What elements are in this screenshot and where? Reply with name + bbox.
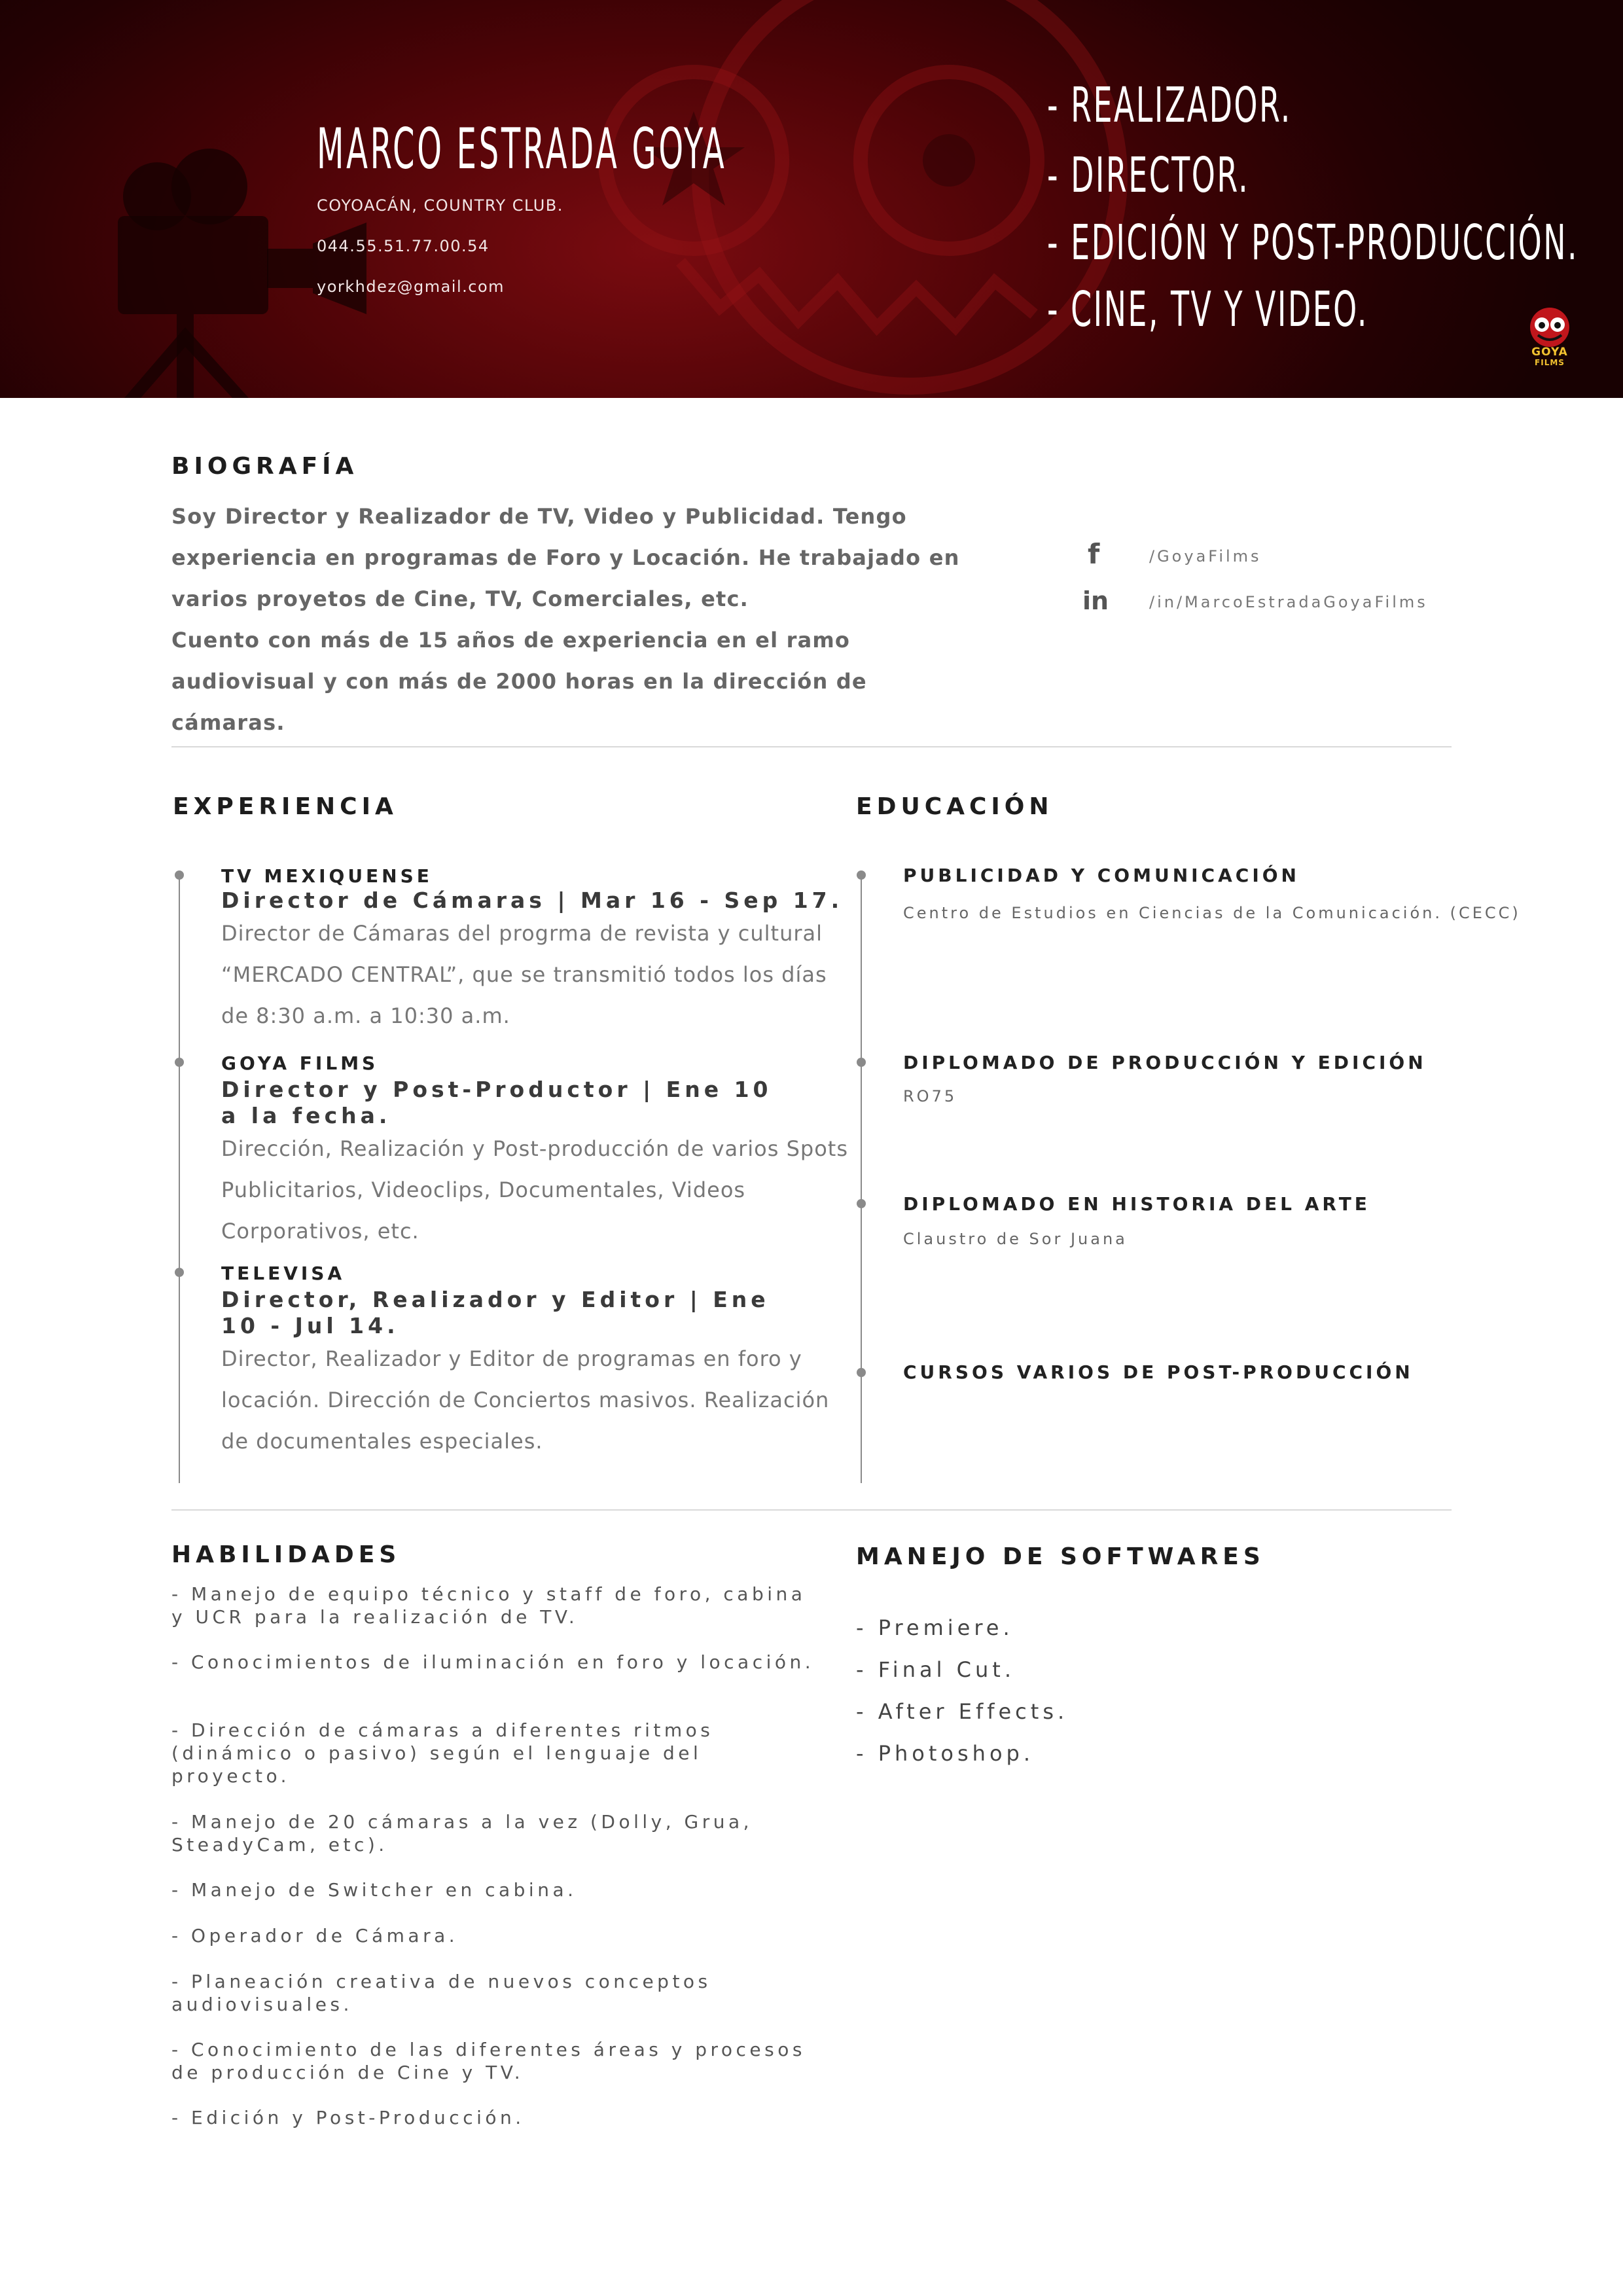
education-title: PUBLICIDAD Y COMUNICACIÓN <box>903 865 1300 886</box>
education-subtitle: RO75 <box>903 1087 957 1105</box>
skill-item: - Conocimientos de iluminación en foro y locación. <box>171 1651 815 1673</box>
skill-item: - Manejo de 20 cámaras a la vez (Dolly, Grua, SteadyCam, etc). <box>171 1811 753 1856</box>
emblem-face-icon <box>605 0 1119 386</box>
timeline-dot <box>175 870 184 880</box>
timeline-dot <box>857 1199 866 1208</box>
bio-heading: BIOGRAFÍA <box>171 453 359 480</box>
email-link[interactable]: yorkhdez@gmail.com <box>317 278 505 296</box>
education-title: CURSOS VARIOS DE POST-PRODUCCIÓN <box>903 1361 1414 1383</box>
software-item: - Premiere. <box>856 1615 1014 1640</box>
software-heading: MANEJO DE SOFTWARES <box>856 1543 1265 1570</box>
timeline-dot <box>175 1058 184 1067</box>
divider-1 <box>171 746 1452 747</box>
header-background-art <box>0 0 1623 398</box>
facebook-link[interactable]: /GoyaFilms <box>1149 547 1262 565</box>
experience-org: TV MEXIQUENSE <box>221 865 433 887</box>
education-heading: EDUCACIÓN <box>856 793 1054 820</box>
role-1: - REALIZADOR. <box>1047 77 1292 134</box>
software-item: - Final Cut. <box>856 1657 1015 1682</box>
timeline-dot <box>857 1058 866 1067</box>
skill-item: - Edición y Post-Producción. <box>171 2107 525 2128</box>
role-3: - EDICIÓN Y POST-PRODUCCIÓN. <box>1047 215 1579 271</box>
education-title: DIPLOMADO EN HISTORIA DEL ARTE <box>903 1193 1370 1215</box>
skill-item: - Planeación creativa de nuevos conceptos audiovisuales. <box>171 1971 711 2015</box>
software-item: - Photoshop. <box>856 1741 1035 1766</box>
linkedin-link[interactable]: /in/MarcoEstradaGoyaFilms <box>1149 593 1428 611</box>
education-timeline <box>861 877 862 1483</box>
experience-position: Director, Realizador y Editor | Ene 10 - Jul 14. <box>221 1287 770 1338</box>
logo-text-goya: GOYA <box>1531 346 1568 359</box>
timeline-dot <box>857 870 866 880</box>
experience-description: Director, Realizador y Editor de programas en foro y locación. Dirección de Conciertos masivos. Realización de documentales especiales. <box>221 1346 830 1454</box>
education-title: DIPLOMADO DE PRODUCCIÓN Y EDICIÓN <box>903 1052 1427 1073</box>
role-4: - CINE, TV Y VIDEO. <box>1047 281 1368 338</box>
skill-item: - Dirección de cámaras a diferentes ritmos (dinámico o pasivo) según el lenguaje del proyecto. <box>171 1719 714 1787</box>
skill-item: - Manejo de equipo técnico y staff de foro, cabina y UCR para la realización de TV. <box>171 1583 806 1628</box>
skill-item: - Operador de Cámara. <box>171 1925 459 1946</box>
bio-paragraph-2: Cuento con más de 15 años de experiencia en el ramo audiovisual y con más de 2000 horas en la dirección de cámaras. <box>171 628 867 735</box>
skill-item: - Manejo de Switcher en cabina. <box>171 1879 577 1901</box>
logo-text-films: FILMS <box>1535 358 1565 367</box>
person-name: MARCO ESTRADA GOYA <box>317 117 727 182</box>
phone-text: 044.55.51.77.00.54 <box>317 237 490 255</box>
education-subtitle: Centro de Estudios en Ciencias de la Comunicación. (CECC) <box>903 904 1521 922</box>
skills-heading: HABILIDADES <box>171 1541 401 1568</box>
experience-position: Director de Cámaras | Mar 16 - Sep 17. <box>221 888 844 913</box>
timeline-dot <box>857 1368 866 1377</box>
bio-text <box>171 496 983 744</box>
address-text: COYOACÁN, COUNTRY CLUB. <box>317 196 563 215</box>
software-item: - After Effects. <box>856 1699 1069 1724</box>
divider-2 <box>171 1509 1452 1511</box>
skill-item: - Conocimiento de las diferentes áreas y procesos de producción de Cine y TV. <box>171 2039 806 2083</box>
bio-paragraph-1: Soy Director y Realizador de TV, Video y Publicidad. Tengo experiencia en programas de Foro y Locación. He trabajado en varios proyetos de Cine, TV, Comerciales, etc. <box>171 504 960 611</box>
experience-org: GOYA FILMS <box>221 1052 379 1074</box>
experience-heading: EXPERIENCIA <box>173 793 398 820</box>
facebook-icon[interactable]: f <box>1088 538 1100 570</box>
experience-timeline <box>179 877 180 1483</box>
timeline-dot <box>175 1268 184 1277</box>
film-camera-icon <box>118 149 366 398</box>
experience-description: Director de Cámaras del progrma de revista y cultural “MERCADO CENTRAL”, que se transmitió todos los días de 8:30 a.m. a 10:30 a.m. <box>221 921 827 1028</box>
linkedin-icon[interactable]: in <box>1082 586 1109 615</box>
header-banner <box>0 0 1623 398</box>
experience-position: Director y Post-Productor | Ene 10 a la fecha. <box>221 1077 772 1128</box>
experience-org: TELEVISA <box>221 1263 346 1284</box>
education-subtitle: Claustro de Sor Juana <box>903 1230 1128 1248</box>
role-2: - DIRECTOR. <box>1047 147 1250 204</box>
experience-description: Dirección, Realización y Post-producción de varios Spots Publicitarios, Videoclips, Documentales, Videos Corporativos, etc. <box>221 1136 849 1244</box>
